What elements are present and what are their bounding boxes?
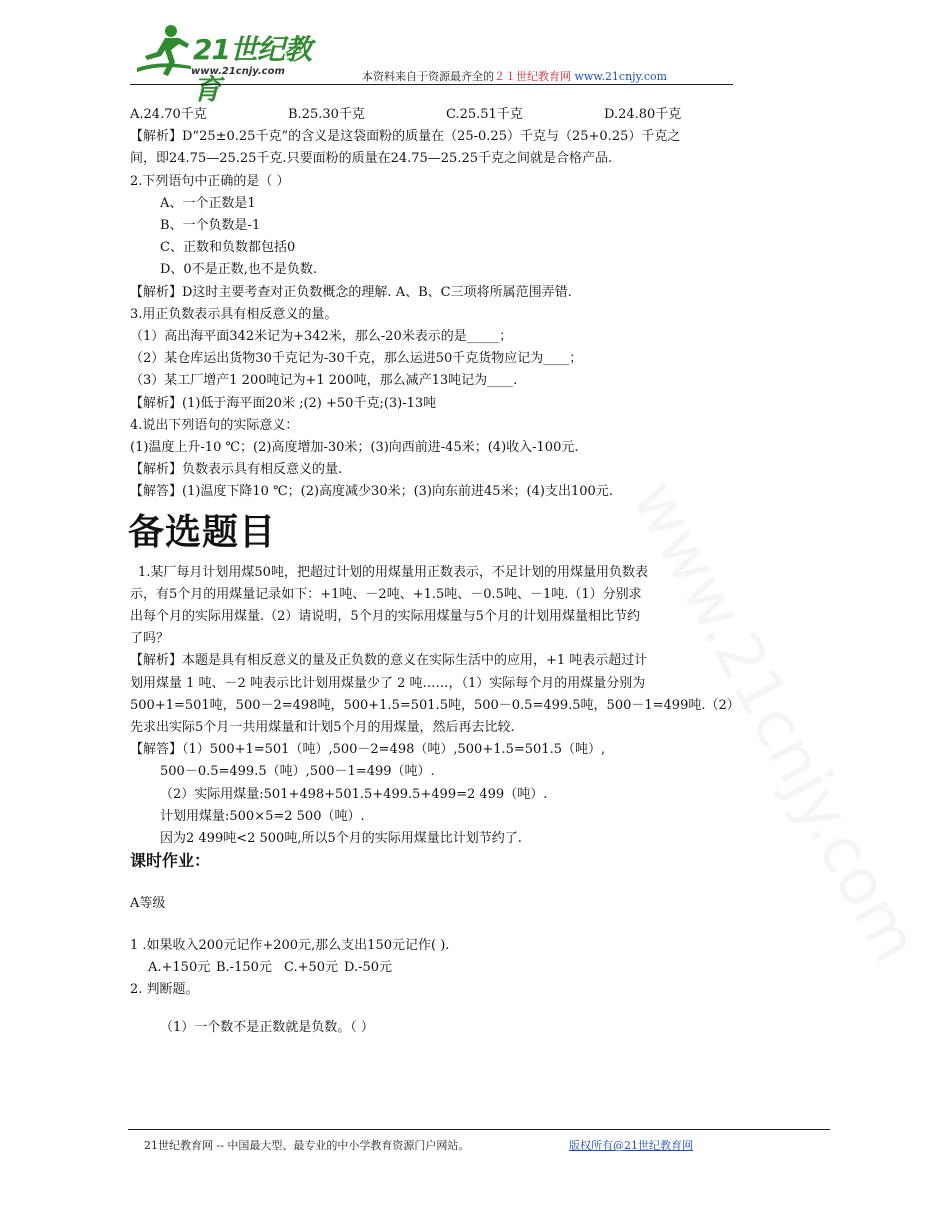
homework-q2-item-1: （1）一个数不是正数就是负数。（ ） xyxy=(160,1020,374,1036)
q4-answer: 【解答】(1)温度下降10 ℃；(2)高度减少30米；(3)向东前进45米；(4)支出100元. xyxy=(130,484,613,500)
q1-analysis-line-1: 【解析】D“25±0.25千克”的含义是这袋面粉的质量在（25-0.25）千克与（25+0.25）千克之 xyxy=(130,129,681,145)
homework-title: 课时作业： xyxy=(130,851,211,871)
backup-answer-line-5: 因为2 499吨<2 500吨,所以5个月的实际用煤量比计划节约了. xyxy=(160,831,522,847)
homework-q2: 2. 判断题。 xyxy=(130,982,199,998)
footer xyxy=(144,1137,693,1153)
homework-q1: 1 .如果收入200元记作+200元,那么支出150元记作( ). xyxy=(130,937,450,953)
backup-answer-line-3: （2）实际用煤量:501+498+501.5+499.5+499=2 499（吨）. xyxy=(160,786,548,802)
q2-stem: 2.下列语句中正确的是（ ） xyxy=(130,173,290,189)
backup-analysis-line-1: 【解析】本题是具有相反意义的量及正负数的意义在实际生活中的应用，+1 吨表示超过计 xyxy=(130,653,648,669)
logo-url: www.21cnjy.com xyxy=(191,66,285,77)
header-source-name[interactable]: ２１世纪教育网 xyxy=(494,70,571,83)
q1-options xyxy=(130,104,735,126)
q2-option-b: B、一个负数是-1 xyxy=(160,218,261,234)
q3-stem: 3.用正负数表示具有相反意义的量。 xyxy=(130,306,338,322)
q2-option-c: C、正数和负数都包括0 xyxy=(160,240,296,256)
watermark: www.21cnjy.com xyxy=(617,469,933,975)
backup-analysis-line-3: 500+1=501吨，500－2=498吨，500+1.5=501.5吨，500－0.5=499.5吨，500－1=499吨.（2） xyxy=(130,697,740,713)
backup-analysis-line-4: 先求出实际5个月一共用煤量和计划5个月的用煤量，然后再去比较. xyxy=(130,720,515,736)
backup-answer-line-4: 计划用煤量:500×5=2 500（吨）. xyxy=(160,808,365,824)
header-source-url[interactable]: www.21cnjy.com xyxy=(574,70,668,83)
site-logo xyxy=(135,22,335,106)
header-source-prefix: 本资料来自于资源最齐全的 xyxy=(362,70,494,83)
footer-text: 21世纪教育网 -- 中国最大型、最专业的中小学教育资源门户网站。 xyxy=(144,1139,470,1152)
logo-text: 21世纪教育 xyxy=(193,33,311,106)
runner-icon xyxy=(135,22,195,78)
footer-copyright-link[interactable]: 版权所有@21世纪教育网 xyxy=(569,1139,693,1152)
footer-divider xyxy=(128,1129,830,1130)
q1-option-d: D.24.80千克 xyxy=(604,107,682,122)
q3-analysis: 【解析】(1)低于海平面20米 ;(2) +50千克;(3)-13吨 xyxy=(130,395,437,411)
q1-analysis-line-2: 间，即24.75—25.25千克.只要面粉的质量在24.75—25.25千克之间就是合格产品. xyxy=(130,151,613,167)
backup-question-line-3: 出每个月的实际用煤量.（2）请说明，5个月的实际用煤量与5个月的计划用煤量相比节约 xyxy=(130,609,640,625)
homework-q1-option-b: B.-150元 xyxy=(216,959,272,975)
q4-items: (1)温度上升-10 ℃；(2)高度增加-30米；(3)向西前进-45米；(4)收入-100元. xyxy=(130,440,579,456)
q2-option-d: D、0不是正数,也不是负数. xyxy=(160,262,317,278)
q3-item-1: （1）高出海平面342米记为+342米，那么-20米表示的是_____； xyxy=(130,329,513,345)
q1-option-b: B.25.30千克 xyxy=(288,107,365,122)
backup-question-line-1: 1.某厂每月计划用煤50吨，把超过计划的用煤量用正数表示，不足计划的用煤量用负数表 xyxy=(138,564,648,580)
q4-analysis: 【解析】负数表示具有相反意义的量. xyxy=(130,462,343,478)
homework-level: A等级 xyxy=(130,895,166,911)
q3-item-3: （3）某工厂增产1 200吨记为+1 200吨，那么减产13吨记为____. xyxy=(130,373,518,389)
homework-q1-options xyxy=(130,957,735,979)
homework-q1-option-c: C.+50元 xyxy=(284,959,339,975)
header-source xyxy=(362,68,667,84)
backup-answer-line-2: 500－0.5=499.5（吨）,500－1=499（吨）. xyxy=(160,764,435,780)
q3-item-2: （2）某仓库运出货物30千克记为-30千克，那么运进50千克货物应记为____； xyxy=(130,351,583,367)
homework-q1-option-d: D.-50元 xyxy=(344,959,393,975)
q2-option-a: A、一个正数是1 xyxy=(160,195,256,211)
header-divider xyxy=(130,84,733,85)
backup-section-title: 备选题目 xyxy=(128,510,277,553)
backup-question-line-2: 示，有5个月的用煤量记录如下：+1吨、－2吨、+1.5吨、－0.5吨、－1吨.（1）分别求 xyxy=(130,586,642,602)
backup-question-line-4: 了吗？ xyxy=(130,631,170,647)
q4-stem: 4.说出下列语句的实际意义： xyxy=(130,417,299,433)
backup-analysis-line-2: 划用煤量 1 吨、－2 吨表示比计划用煤量少了 2 吨……，（1）实际每个月的用煤量分别为 xyxy=(130,675,646,691)
q1-option-c: C.25.51千克 xyxy=(446,107,523,122)
homework-q1-option-a: A.+150元 xyxy=(148,959,211,975)
backup-answer-line-1: 【解答】（1）500+1=501（吨）,500－2=498（吨）,500+1.5=501.5（吨）, xyxy=(130,742,606,758)
q2-analysis: 【解析】D这时主要考查对正负数概念的理解. A、B、C三项将所属范围弄错. xyxy=(130,284,572,300)
document-body xyxy=(128,104,740,1040)
q1-option-a: A.24.70千克 xyxy=(130,107,207,122)
